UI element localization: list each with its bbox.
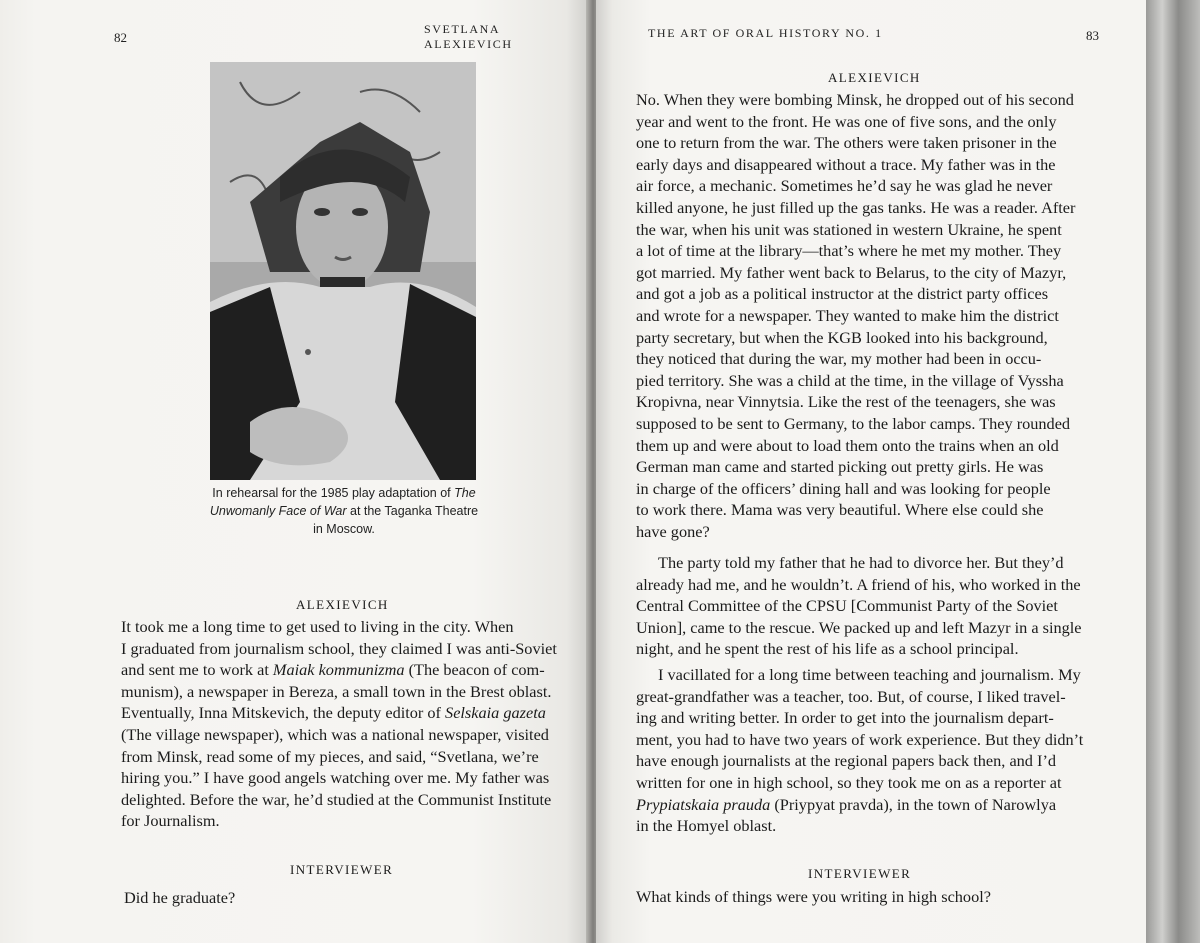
text-line: for Journalism. (121, 811, 220, 831)
caption-text: in Moscow. (313, 522, 375, 536)
left-page (0, 0, 590, 943)
page-number: 83 (1086, 28, 1099, 43)
text-line: No. When they were bombing Minsk, he dropped out of his second (636, 90, 1074, 109)
newspaper-title: Prypiatskaia prauda (636, 794, 771, 814)
text-line: Central Committee of the CPSU [Communist Party of the Soviet (636, 596, 1058, 616)
answer-paragraph (636, 89, 1096, 542)
text-line: from Minsk, read some of my pieces, and said, “Svetlana, we’re (121, 746, 539, 766)
running-head: SVETLANA ALEXIEVICH (424, 22, 513, 51)
text-line: them up and were about to load them onto the trains when an old (636, 435, 1059, 455)
text-line: supposed to be sent to Germany, to the labor camps. They rounded (636, 413, 1071, 433)
answer-paragraph (636, 552, 1096, 660)
speaker-label: INTERVIEWER (808, 866, 912, 881)
text-line: killed anyone, he just filled up the gas tanks. He was a reader. After (636, 197, 1076, 217)
text-line (121, 702, 561, 724)
text-line: and wrote for a newspaper. They wanted to make him the district (636, 305, 1059, 325)
text-line: to work there. Mama was very beautiful. Where else could she (636, 500, 1044, 520)
text-line: they noticed that during the war, my mother had been in occu- (636, 349, 1042, 369)
text-line: I graduated from journalism school, they claimed I was anti-Soviet (121, 638, 557, 658)
photo-caption (206, 484, 482, 538)
newspaper-title: Maiak kommunizma (272, 660, 405, 680)
caption-title-part: Unwomanly Face of War (209, 504, 347, 518)
text-line: have gone? (636, 521, 710, 541)
text-line: Kropivna, near Vinnytsia. Like the rest of the teenagers, she was (636, 392, 1056, 412)
text-line: munism), a newspaper in Bereza, a small town in the Brest oblast. (121, 681, 552, 701)
text-line: German man came and started picking out pretty girls. He was (636, 457, 1044, 477)
text-segment: (Priypyat pravda), in the town of Narowlya (770, 794, 1057, 814)
text-line: got married. My father went back to Belarus, to the city of Mazyr, (636, 262, 1067, 282)
caption-title-part: The (454, 486, 476, 500)
text-line: and got a job as a political instructor at the district party offices (636, 284, 1049, 304)
speaker-label: ALEXIEVICH (296, 597, 389, 612)
text-line: written for one in high school, so they took me on as a reporter at (636, 772, 1062, 792)
caption-text: In rehearsal for the 1985 play adaptation of (212, 486, 455, 500)
text-line: one to return from the war. The others were taken prisoner in the (636, 133, 1057, 153)
text-line: already had me, and he wouldn’t. A friend of his, who worked in the (636, 574, 1081, 594)
text-line (121, 659, 561, 681)
text-line: year and went to the front. He was one of five sons, and the only (636, 111, 1057, 131)
text-line: have enough journalists at the regional papers back then, and I’d (636, 751, 1057, 771)
text-line: a lot of time at the library—that’s where he met my mother. They (636, 241, 1062, 261)
page-edge (1146, 0, 1200, 943)
text-line: night, and he spent the rest of his life as a school principal. (636, 639, 1019, 659)
question-text: What kinds of things were you writing in high school? (636, 887, 991, 906)
text-line: air force, a mechanic. Sometimes he’d say he was glad he never (636, 176, 1053, 196)
newspaper-title: Selskaia gazeta (445, 703, 546, 723)
speaker-label: INTERVIEWER (290, 862, 394, 877)
text-line: (The village newspaper), which was a national newspaper, visited (121, 724, 549, 744)
text-line: in the Homyel oblast. (636, 816, 777, 836)
text-line: great-grandfather was a teacher, too. But, of course, I liked travel- (636, 686, 1066, 706)
text-line: hiring you.” I have good angels watching over me. My father was (121, 768, 550, 788)
text-line (636, 794, 1096, 816)
text-segment: (The beacon of com- (404, 660, 545, 680)
text-line: in charge of the officers’ dining hall and was looking for people (636, 478, 1051, 498)
running-head: THE ART OF ORAL HISTORY NO. 1 (648, 26, 883, 40)
text-segment: and sent me to work at (121, 660, 273, 680)
answer-paragraph (121, 616, 561, 832)
question-text: Did he graduate? (124, 888, 236, 907)
text-segment: Eventually, Inna Mitskevich, the deputy editor of (121, 703, 446, 723)
speaker-label: ALEXIEVICH (828, 70, 921, 85)
right-page (596, 0, 1146, 943)
text-line: ing and writing better. In order to get into the journalism depart- (636, 708, 1054, 728)
caption-text: at the Taganka Theatre (346, 504, 479, 518)
text-line: Union], came to the rescue. We packed up and left Mazyr in a single (636, 617, 1082, 637)
answer-paragraph (636, 664, 1096, 837)
text-line: ment, you had to have two years of work experience. But they didn’t (636, 729, 1084, 749)
text-line: It took me a long time to get used to living in the city. When (121, 617, 514, 636)
text-line: party secretary, but when the KGB looked into his background, (636, 327, 1048, 347)
portrait-image (210, 62, 476, 480)
text-line: delighted. Before the war, he’d studied at the Communist Institute (121, 789, 552, 809)
portrait-photo (210, 62, 476, 480)
text-line: the war, when his unit was stationed in western Ukraine, he spent (636, 219, 1062, 239)
text-line: early days and disappeared without a trace. My father was in the (636, 154, 1056, 174)
text-line: pied territory. She was a child at the time, in the village of Vyssha (636, 370, 1064, 390)
page-number: 82 (114, 30, 127, 45)
text-line: The party told my father that he had to divorce her. But they’d (658, 553, 1064, 572)
text-line: I vacillated for a long time between teaching and journalism. My (658, 665, 1081, 684)
